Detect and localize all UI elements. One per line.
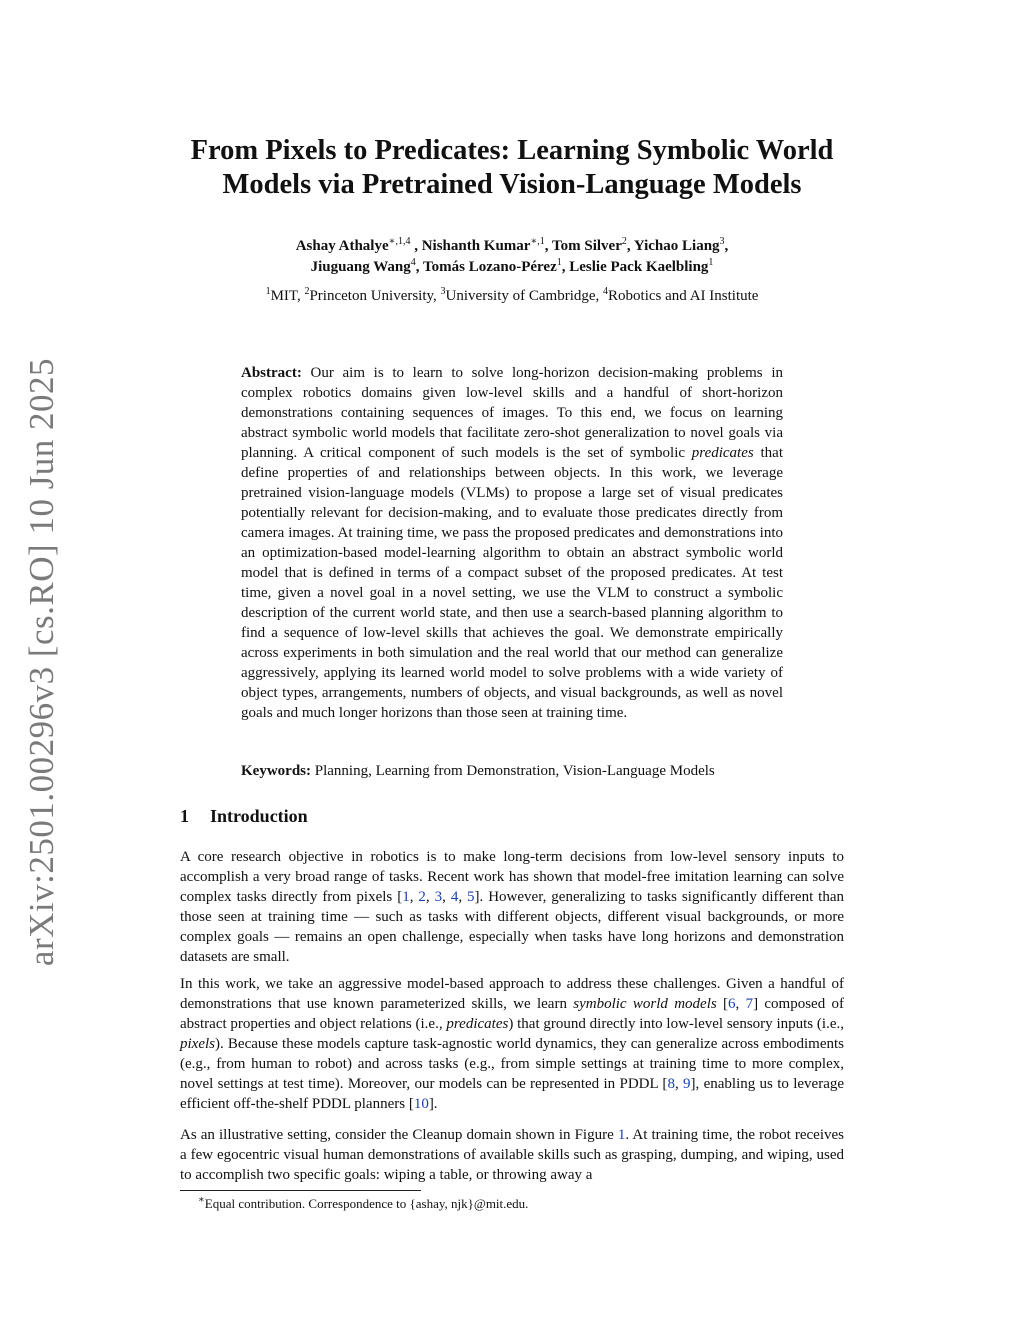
author-name: Leslie Pack Kaelbling (569, 259, 709, 275)
author-separator: , (561, 259, 570, 275)
author-name: Ashay Athalye (295, 238, 389, 254)
title-line-2: Models via Pretrained Vision-Language Models (222, 169, 802, 200)
author-affil-sup: 1 (708, 257, 714, 268)
affil-name: University of Cambridge, (445, 288, 604, 304)
author-separator: , (724, 238, 729, 254)
author-name: Jiuguang Wang (310, 259, 411, 275)
section-number: 1 (180, 806, 189, 826)
author-affil-sup: 1 (556, 257, 562, 268)
section-heading-introduction (180, 805, 308, 827)
para2-text-a: In this work, we take an aggressive model-based approach to address these challenges. Given a handful of demonstrations that use known parameterized skills, we learn (180, 976, 844, 1012)
author-name: Tomás Lozano-Pérez (423, 259, 557, 275)
author-separator: , (626, 238, 634, 254)
para2-text-c: ) that ground directly into low-level sensory inputs (i.e., (508, 1016, 844, 1032)
section-title: Introduction (210, 806, 308, 826)
para2-emph-pixels: pixels (180, 1036, 215, 1052)
author-affil-sup: 3 (719, 236, 725, 247)
abstract-label: Abstract: (241, 365, 302, 381)
arxiv-id-text: arXiv:2501.00296v3 [cs.RO] 10 Jun 2025 (22, 357, 61, 967)
para1-text-b: ]. However, generalizing to tasks significantly different than those seen at training time — such as tasks with different objects, different visual backgrounds, or more complex goals — remains an open challenge, especially when tasks have long horizons and demonstration datasets are small. (180, 889, 845, 965)
author-affil-sup: 2 (621, 236, 627, 247)
citation-link[interactable]: 8 (667, 1076, 675, 1092)
citation-link[interactable]: 4 (450, 889, 459, 905)
abstract-text-b: that define properties of and relationships between objects. In this work, we leverage pretrained vision-language models (VLMs) to propose a large set of visual predicates potentially relevant for decision-making, and to evaluate those predicates directly from camera images. At training time, we pass the proposed predicates and demonstrations into an optimization-based model-learning algorithm to obtain an abstract symbolic world model that is defined in terms of a compact subset of the proposed predicates. At test time, given a novel goal in a novel setting, we use the VLM to construct a symbolic description of the current world state, and then use a search-based planning algorithm to find a sequence of low-level skills that achieves the goal. We demonstrate empirically across experiments in both simulation and the real world that our method can generalize aggressively, applying its learned world model to solve problems with a wide variety of object types, arrangements, numbers of objects, and visual backgrounds, as well as novel goals and much longer horizons than those seen at training time. (241, 445, 783, 721)
author-name: Nishanth Kumar (421, 238, 531, 254)
footnote-mark: ∗ (198, 1194, 205, 1206)
para3-text-b: . At training time, the robot receives a few egocentric visual human demonstrations of available skills such as grasping, dumping, and wiping, used to accomplish two specific goals: wiping a table, or throwing away a (180, 1127, 844, 1183)
para3-text-a: As an illustrative setting, consider the Cleanup domain shown in Figure (180, 1127, 618, 1143)
affiliation-list (120, 286, 904, 306)
author-list (120, 236, 904, 278)
author-separator: , (415, 259, 424, 275)
citation-link[interactable]: 10 (413, 1096, 429, 1112)
citation-link[interactable]: 5 (467, 889, 475, 905)
intro-paragraph-1: A core research objective in robotics is to make long-term decisions from low-level sensory inputs to accomplish a very broad range of tasks. Recent work has shown that model-free imitation learning can solve complex tasks directly from pixels [1, 2, 3, 4, 5]. However, generalizing to tasks significantly different than those seen at training time — such as tasks with different objects, different visual backgrounds, or more complex goals — remains an open challenge, especially when tasks have long horizons and demonstration datasets are small. (180, 849, 845, 965)
author-affil-sup: 4 (410, 257, 416, 268)
para2-text-e: ], enabling us to leverage efficient off-the-shelf PDDL planners [ (180, 1076, 845, 1112)
abstract (241, 363, 783, 723)
affil-sup: 2 (304, 286, 310, 297)
keywords-text: Planning, Learning from Demonstration, Vision-Language Models (311, 763, 715, 779)
citation-link[interactable]: 2 (418, 889, 426, 905)
abstract-emph-predicates: predicates (691, 445, 754, 461)
footnote (198, 1195, 528, 1212)
title-line-1: From Pixels to Predicates: Learning Symbolic World (190, 135, 834, 166)
para1-text-a: A core research objective in robotics is to make long-term decisions from low-level sensory inputs to accomplish a very broad range of tasks. Recent work has shown that model-free imitation learning can solve complex tasks directly from pixels [ (180, 849, 844, 905)
citation-link[interactable]: 9 (683, 1076, 691, 1092)
para2-text-d: ). Because these models capture task-agnostic world dynamics, they can generalize across embodiments (e.g., from human to robot) and across tasks (e.g., from simple settings at training time to more complex, novel settings at test time). Moreover, our models can be represented in PDDL [ (180, 1036, 844, 1092)
intro-paragraph-2: In this work, we take an aggressive model-based approach to address these challenges. Given a handful of demonstrations that use known parameterized skills, we learn symbolic world models [6, 7] composed of abstract properties and object relations (i.e., predicates) that ground directly into low-level sensory inputs (i.e., pixels). Because these models capture task-agnostic world dynamics, they can generalize across embodiments (e.g., from human to robot) and across tasks (e.g., from simple settings at training time to more complex, novel settings at test time). Moreover, our models can be represented in PDDL [8, 9], enabling us to leverage efficient off-the-shelf PDDL planners [10]. (180, 976, 845, 1112)
affil-sup: 1 (265, 286, 271, 297)
affil-name: Princeton University, (309, 288, 441, 304)
figure-reference-link[interactable]: 1 (617, 1127, 626, 1143)
intro-paragraph-3 (180, 1125, 844, 1185)
footnote-text: Equal contribution. Correspondence to {ashay, njk}@mit.edu. (204, 1196, 529, 1211)
author-name: Tom Silver (552, 238, 622, 254)
para2-emph-predicates: predicates (446, 1016, 509, 1032)
affil-sup: 3 (440, 286, 446, 297)
author-affil-sup: ∗,1,4 (388, 236, 411, 247)
paper-title (120, 134, 904, 202)
para2-text-b: composed of abstract properties and object relations (i.e., (180, 996, 845, 1032)
citation-link[interactable]: 1 (402, 889, 410, 905)
author-name: Yichao Liang (633, 238, 720, 254)
para2-emph-symbolic-world-models: symbolic world models (573, 996, 717, 1012)
keywords (241, 761, 783, 781)
author-affil-sup: ∗,1 (530, 236, 545, 247)
affil-name: Robotics and AI Institute (608, 288, 759, 304)
author-separator: , (410, 238, 422, 254)
para2-text-f: ]. (428, 1096, 438, 1112)
citation-link[interactable]: 3 (434, 889, 443, 905)
affil-name: MIT, (270, 288, 305, 304)
citation-link[interactable]: 6 (728, 996, 736, 1012)
citation-link[interactable]: 7 (745, 996, 754, 1012)
author-separator: , (544, 238, 552, 254)
affil-sup: 4 (603, 286, 609, 297)
arxiv-identifier-sidebar (14, 357, 70, 967)
keywords-label: Keywords: (241, 763, 311, 779)
footnote-divider (180, 1190, 421, 1191)
abstract-text-a: Our aim is to learn to solve long-horizon decision-making problems in complex robotics domains given low-level skills and a handful of short-horizon demonstrations containing sequences of images. To this end, we focus on learning abstract symbolic world models that facilitate zero-shot generalization to novel goals via planning. A critical component of such models is the set of symbolic (241, 365, 783, 461)
